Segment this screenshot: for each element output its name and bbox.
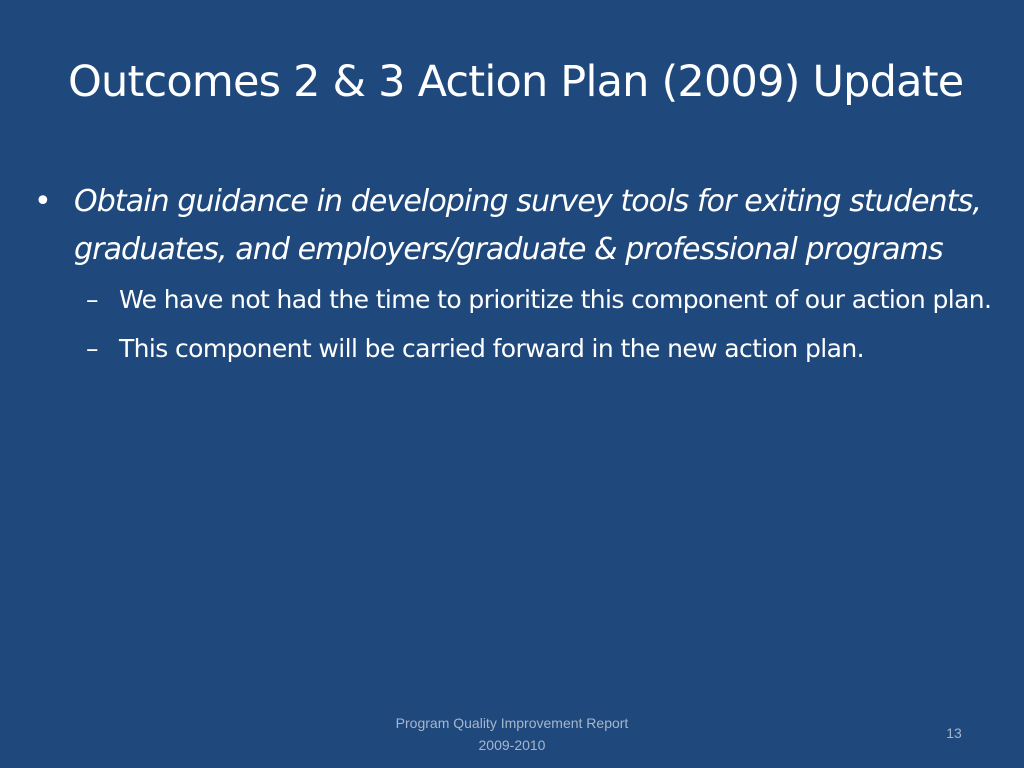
sub-bullet-item bbox=[28, 329, 1003, 369]
bullet-marker: • bbox=[34, 184, 51, 219]
bullet-item bbox=[28, 178, 1003, 274]
sub-bullet-marker: – bbox=[86, 334, 98, 363]
footer-line-2: 2009-2010 bbox=[478, 737, 546, 753]
sub-bullet-text: We have not had the time to prioritize this component of our action plan. bbox=[119, 285, 992, 314]
sub-bullet-text: This component will be carried forward in the new action plan. bbox=[119, 334, 864, 363]
sub-bullet-item bbox=[28, 280, 1003, 320]
footer-line-1: Program Quality Improvement Report bbox=[395, 715, 629, 731]
slide-body bbox=[28, 178, 1003, 369]
sub-bullet-marker: – bbox=[86, 285, 98, 314]
slide-title: Outcomes 2 & 3 Action Plan (2009) Update bbox=[68, 57, 964, 107]
bullet-text: Obtain guidance in developing survey tools for exiting students, graduates, and employers/graduate & professional programs bbox=[74, 184, 981, 267]
slide-number: 13 bbox=[946, 725, 962, 741]
slide-footer bbox=[312, 712, 712, 756]
